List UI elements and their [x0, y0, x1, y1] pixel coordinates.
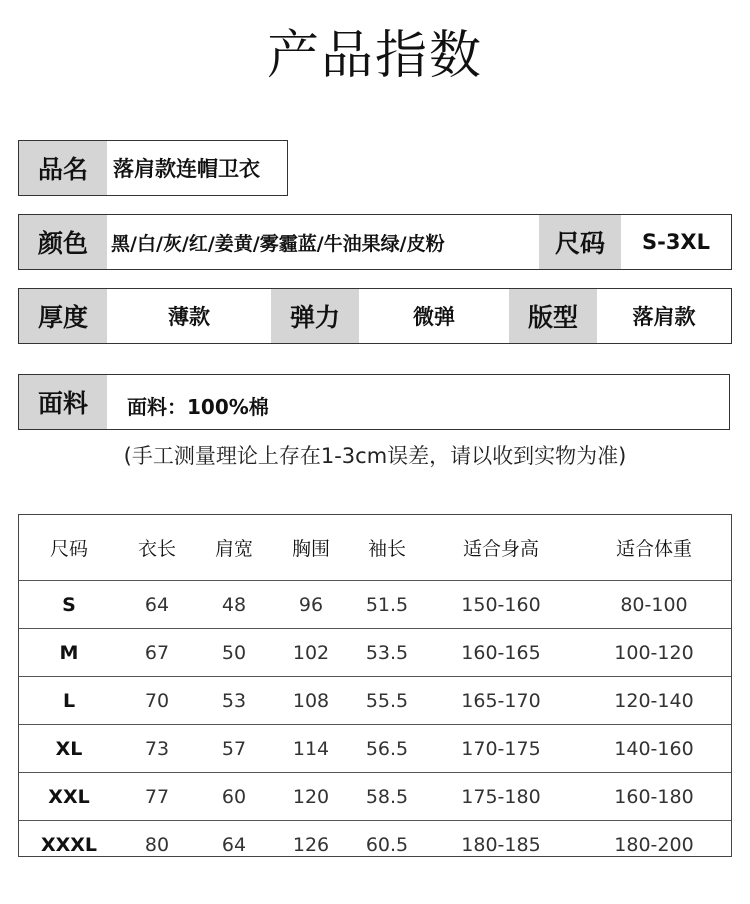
cell-length: 70: [144, 689, 170, 712]
cell-size: XXL: [48, 785, 90, 808]
cell-weight: 100-120: [614, 641, 694, 664]
cell-chest: 96: [298, 593, 324, 616]
header-length: 衣长: [137, 538, 176, 560]
cell-weight: 180-200: [614, 834, 694, 856]
header-chest: 胸围: [291, 538, 330, 560]
cell-shoulder: 50: [221, 641, 247, 664]
table-row: [19, 677, 731, 725]
cell-size: XXXL: [40, 834, 98, 856]
cell-shoulder: 60: [221, 785, 247, 808]
cell-sleeve: 51.5: [365, 593, 409, 616]
cell-height: 160-165: [461, 641, 541, 664]
thickness-label: 厚度: [19, 289, 107, 343]
cell-height: 165-170: [461, 689, 541, 712]
cell-sleeve: 60.5: [365, 834, 409, 856]
header-size: 尺码: [49, 538, 88, 560]
cell-shoulder: 64: [221, 834, 247, 856]
cell-weight: 160-180: [614, 785, 694, 808]
color-size-row: [18, 214, 732, 270]
cell-shoulder: 53: [221, 689, 247, 712]
cell-sleeve: 55.5: [365, 689, 409, 712]
product-name-label: 品名: [19, 141, 107, 195]
table-header-row: [19, 515, 731, 581]
table-row: [19, 629, 731, 677]
cell-length: 64: [144, 593, 170, 616]
cell-height: 170-175: [461, 737, 541, 760]
fabric-row: [18, 374, 730, 430]
cell-size: L: [62, 689, 76, 712]
cell-weight: 80-100: [620, 593, 688, 616]
color-label: 颜色: [19, 215, 107, 269]
cell-chest: 126: [292, 834, 330, 856]
cell-height: 175-180: [461, 785, 541, 808]
elasticity-label: 弹力: [271, 289, 359, 343]
page-title: 产品指数: [266, 26, 483, 86]
cell-size: XL: [55, 737, 83, 760]
table-row: [19, 725, 731, 773]
header-weight: 适合体重: [615, 538, 692, 560]
cell-sleeve: 56.5: [365, 737, 409, 760]
table-row: [19, 821, 731, 869]
cell-size: S: [62, 593, 76, 616]
cell-chest: 114: [292, 737, 330, 760]
table-row: [19, 581, 731, 629]
cell-chest: 102: [292, 641, 330, 664]
measurement-note: (手工测量理论上存在1-3cm误差，请以收到实物为准): [123, 444, 627, 468]
size-chart-table: [18, 514, 732, 857]
cell-shoulder: 57: [221, 737, 247, 760]
fabric-label: 面料: [19, 375, 107, 429]
thickness-value: 薄款: [168, 305, 210, 329]
cell-chest: 108: [292, 689, 330, 712]
cell-size: M: [59, 641, 79, 664]
cell-weight: 120-140: [614, 689, 694, 712]
header-shoulder: 肩宽: [214, 538, 253, 560]
cell-length: 67: [144, 641, 170, 664]
table-row: [19, 773, 731, 821]
cell-length: 80: [144, 834, 170, 856]
product-name-value: 落肩款连帽卫衣: [113, 157, 260, 181]
size-range-value: S-3XL: [641, 230, 711, 254]
cell-length: 77: [144, 785, 170, 808]
elasticity-value: 微弹: [413, 305, 455, 329]
size-range-label: 尺码: [539, 215, 621, 269]
spec-row: [18, 288, 732, 344]
header-height: 适合身高: [462, 538, 539, 560]
fit-label: 版型: [509, 289, 597, 343]
product-name-row: [18, 140, 288, 196]
header-sleeve: 袖长: [367, 538, 406, 560]
cell-length: 73: [144, 737, 170, 760]
cell-sleeve: 53.5: [365, 641, 409, 664]
color-value: 黑/白/灰/红/姜黄/雾霾蓝/牛油果绿/皮粉: [111, 232, 445, 255]
cell-weight: 140-160: [614, 737, 694, 760]
cell-chest: 120: [292, 785, 330, 808]
cell-height: 150-160: [461, 593, 541, 616]
cell-height: 180-185: [461, 834, 541, 856]
cell-shoulder: 48: [221, 593, 247, 616]
fit-value: 落肩款: [632, 305, 696, 329]
cell-sleeve: 58.5: [365, 785, 409, 808]
fabric-value: 面料：100%棉: [127, 394, 269, 419]
